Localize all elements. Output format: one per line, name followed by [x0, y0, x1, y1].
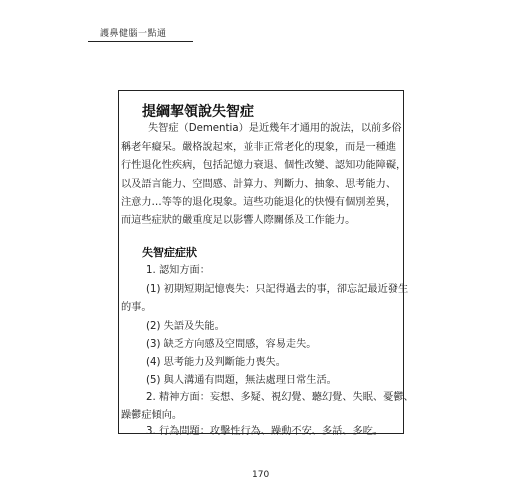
section-title: 失智症症狀 — [142, 246, 197, 259]
paragraph-line: 失智症（Dementia）是近幾年才通用的說法，以前多俗 — [148, 123, 402, 134]
symptom-line: (5) 與人溝通有問題，無法處理日常生活。 — [146, 375, 337, 386]
symptom-line: 3. 行為問題：攻擊性行為、躁動不安、多話、多吃。 — [146, 426, 384, 437]
symptom-line: 2. 精神方面：妄想、多疑、視幻覺、聽幻覺、失眠、憂鬱、 — [146, 392, 414, 403]
symptom-line: (1) 初期短期記憶喪失：只記得過去的事，卻忘記最近發生 — [146, 284, 409, 295]
header-rule — [88, 41, 193, 42]
page-number: 170 — [252, 470, 270, 480]
symptom-line: (2) 失語及失能。 — [146, 321, 225, 332]
running-header: 護鼻健腦一點通 — [100, 29, 167, 39]
paragraph-line: 注意力…等等的退化現象。這些功能退化的快慢有個別差異， — [121, 197, 397, 208]
paragraph-line: 稱老年癡呆。嚴格說起來，並非正常老化的現象，而是一種進 — [121, 142, 397, 153]
symptom-line: 1. 認知方面： — [146, 265, 210, 276]
box-title: 提綱挈領說失智症 — [142, 104, 254, 120]
symptom-line: (3) 缺乏方向感及空間感，容易走失。 — [146, 339, 317, 350]
symptom-line: 躁鬱症傾向。 — [121, 410, 183, 421]
symptom-line: 的事。 — [121, 302, 152, 313]
paragraph-line: 行性退化性疾病，包括記憶力衰退、個性改變、認知功能障礙， — [121, 160, 407, 171]
paragraph-line: 以及語言能力、空間感、計算力、判斷力、抽象、思考能力、 — [121, 179, 397, 190]
paragraph-line: 而這些症狀的嚴重度足以影響人際關係及工作能力。 — [121, 215, 356, 226]
symptom-line: (4) 思考能力及判斷能力喪失。 — [146, 357, 286, 368]
